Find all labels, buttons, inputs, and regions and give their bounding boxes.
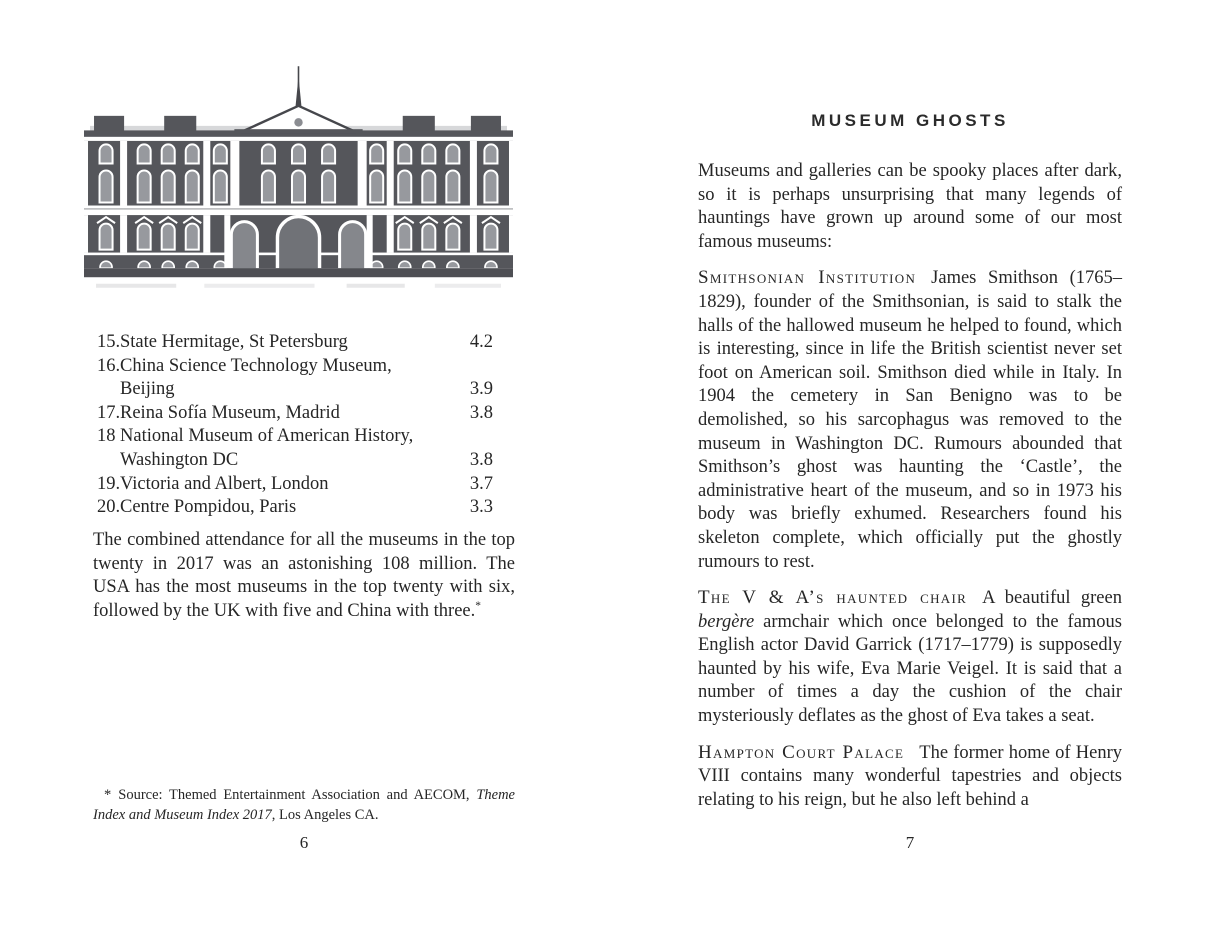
- list-item-value: 3.8: [469, 449, 493, 470]
- list-item-value: 3.9: [469, 379, 493, 400]
- page-number-right: 7: [905, 833, 915, 852]
- footnote-text-post: , Los Angeles CA.: [271, 806, 379, 823]
- section-heading: The V & A’s haunted chair: [698, 587, 968, 609]
- chapter-title: MUSEUM GHOSTS: [811, 111, 1009, 130]
- list-item-name: State Hermitage, St Petersburg: [120, 332, 348, 352]
- right-page: [698, 0, 1122, 936]
- list-item-number: 16.: [97, 355, 121, 376]
- list-item-name: China Science Technology Museum, Beijing: [120, 355, 392, 400]
- list-item: [93, 473, 515, 497]
- section-heading: Smithsonian Institution: [698, 267, 917, 289]
- list-item-number: 17.: [97, 402, 121, 423]
- footnote-text-italic: Theme Index and Museum Index 2017: [93, 787, 515, 823]
- attendance-paragraph: [93, 529, 515, 623]
- museum-ranking-list: [93, 331, 515, 520]
- list-item-number: 19.: [97, 473, 121, 494]
- museum-building-illustration: [84, 62, 513, 295]
- left-page: [93, 0, 515, 936]
- list-item: [93, 355, 515, 402]
- list-item-name: Centre Pompidou, Paris: [120, 497, 297, 518]
- list-item-value: 3.3: [469, 497, 493, 518]
- list-item-value: 3.7: [469, 473, 493, 494]
- list-item-number: 20.: [97, 497, 121, 518]
- list-item: [93, 402, 515, 426]
- section-heading: Hampton Court Palace: [698, 741, 905, 763]
- section-text: A beautiful green: [982, 588, 1122, 609]
- ghost-section: [698, 741, 1122, 813]
- list-item-name: National Museum of American History, Washington DC: [120, 426, 414, 470]
- list-item-number: 15.: [97, 332, 121, 352]
- section-text: The former home of Henry VIII contains many wonderful tapestries and objects relating to his reign, but he also left behind a: [698, 742, 1122, 810]
- footnote-marker: *: [104, 787, 112, 803]
- footnote-text-pre: Source: Themed Entertainment Association and AECOM,: [118, 787, 477, 803]
- section-text-italic: bergère: [698, 611, 755, 632]
- ghost-sections: [698, 266, 1122, 812]
- ghost-section: [698, 266, 1122, 574]
- page-number-left: 6: [299, 833, 309, 852]
- list-item-value: 4.2: [469, 332, 493, 352]
- list-item: [93, 496, 515, 520]
- ghost-section: [698, 586, 1122, 729]
- list-item-number: 18: [97, 426, 116, 447]
- footnote-reference: *: [475, 599, 481, 612]
- section-text: armchair which once belonged to the famous English actor David Garrick (1717–1779) is supposedly haunted by his wife, Eva Marie Veigel. It is said that a number of times a day the cushion of the chair mysteriously deflates as the ghost of Eva takes a seat.: [698, 611, 1122, 727]
- section-text: James Smithson (1765–1829), founder of the Smithsonian, is said to stalk the halls of the hallowed museum he helped to found, which is interesting, since in life the British scientist never set foot on American soil. Smithson died while in Italy. In 1904 the cemetery in San Benigno was to be demolished, so his sarcophagus was removed to the museum in Washington DC. Rumours abounded that Smithson’s ghost was haunting the ‘Castle’, the administrative heart of the museum, and so in 1973 his body was briefly exhumed. Researchers found his skeleton complete, which officially put the ghostly rumours to rest.: [698, 268, 1123, 572]
- list-item-name: Reina Sofía Museum, Madrid: [120, 402, 340, 423]
- list-item-name: Victoria and Albert, London: [120, 473, 329, 494]
- footnote: [93, 786, 515, 825]
- list-item-value: 3.8: [469, 402, 493, 423]
- intro-paragraph: Museums and galleries can be spooky places after dark, so it is perhaps unsurprising that many legends of hauntings have grown up around some of our most famous museums:: [698, 161, 1122, 252]
- attendance-text: The combined attendance for all the museums in the top twenty in 2017 was an astonishing 108 million. The USA has the most museums in the top twenty with six, followed by the UK with five and China with three.: [93, 530, 515, 621]
- list-item: [93, 425, 515, 472]
- list-item: [93, 331, 515, 355]
